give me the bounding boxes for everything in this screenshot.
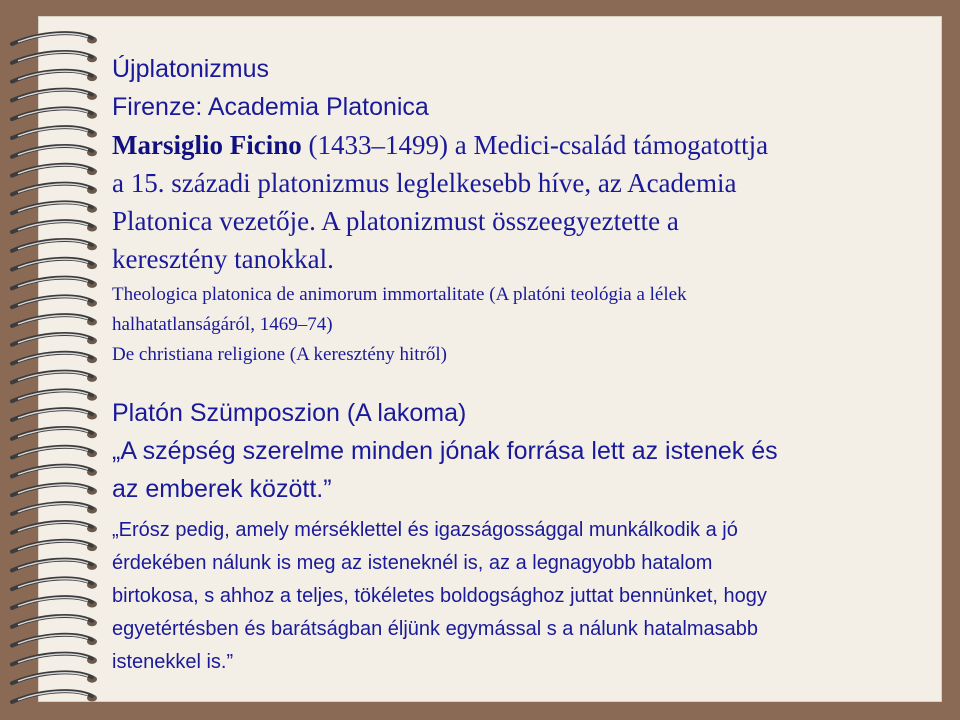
spiral-ring xyxy=(12,466,97,477)
spiral-ring xyxy=(12,278,97,289)
quote2-line-4: egyetértésben és barátságban éljünk egymással s a nálunk hatalmasabb xyxy=(112,618,758,640)
spiral-ring xyxy=(12,691,97,702)
spiral-ring xyxy=(12,672,97,683)
spiral-ring xyxy=(12,108,97,119)
spiral-ring xyxy=(12,52,97,63)
spiral-ring xyxy=(12,578,97,589)
spiral-ring xyxy=(12,202,97,213)
spiral-ring xyxy=(12,146,97,157)
ficino-line-1 xyxy=(112,126,912,164)
spiral-ring xyxy=(12,334,97,345)
spiral-binding xyxy=(0,0,110,720)
work2: De christiana religione (A keresztény hitről) xyxy=(112,344,448,365)
ficino-dates: (1433–1499) a Medici-család támogatottja xyxy=(301,130,769,160)
spiral-ring xyxy=(12,33,97,44)
quote1-line-2: az emberek között.” xyxy=(112,475,332,503)
spiral-ring xyxy=(12,654,97,665)
spiral-ring xyxy=(12,541,97,552)
slide-title: Újplatonizmus xyxy=(112,55,270,83)
ficino-line-3: Platonica vezetője. A platonizmust összeegyeztette a xyxy=(112,206,679,236)
quote2-line-2: érdekében nálunk is meg az isteneknél is, az a legnagyobb hatalom xyxy=(112,552,713,574)
ficino-line-4: keresztény tanokkal. xyxy=(112,244,334,274)
work1-line-1: Theologica platonica de animorum immortalitate (A platóni teológia a lélek xyxy=(112,284,687,305)
slide-subtitle: Firenze: Academia Platonica xyxy=(112,93,429,121)
spiral-ring xyxy=(12,127,97,138)
work1-line-2: halhatatlanságáról, 1469–74) xyxy=(112,314,333,335)
slide-content xyxy=(112,50,912,679)
spiral-ring xyxy=(12,484,97,495)
plato-title: Platón Szümposzion (A lakoma) xyxy=(112,399,467,427)
spiral-ring xyxy=(12,428,97,439)
spiral-ring xyxy=(12,372,97,383)
ficino-line-2: a 15. századi platonizmus leglelkesebb híve, az Academia xyxy=(112,168,737,198)
quote2-line-5: istenekkel is.” xyxy=(112,651,234,673)
spiral-ring xyxy=(12,597,97,608)
spiral-ring xyxy=(12,353,97,364)
ficino-name: Marsiglio Ficino xyxy=(112,130,302,160)
spiral-ring xyxy=(12,522,97,533)
spiral-ring xyxy=(12,616,97,627)
spiral-ring xyxy=(12,560,97,571)
spiral-ring xyxy=(12,409,97,420)
spiral-ring xyxy=(12,447,97,458)
spiral-ring xyxy=(12,259,97,270)
spiral-ring xyxy=(12,240,97,251)
spiral-ring xyxy=(12,221,97,232)
spiral-ring xyxy=(12,503,97,514)
quote2-line-1: „Erósz pedig, amely mérséklettel és igazságossággal munkálkodik a jó xyxy=(112,519,738,541)
spiral-ring xyxy=(12,184,97,195)
spiral-ring xyxy=(12,315,97,326)
quote1-line-1: „A szépség szerelme minden jónak forrása lett az istenek és xyxy=(112,437,778,465)
spiral-ring xyxy=(12,71,97,82)
spiral-ring xyxy=(12,296,97,307)
spiral-ring xyxy=(12,390,97,401)
spiral-ring xyxy=(12,90,97,101)
spiral-ring xyxy=(12,635,97,646)
spiral-ring xyxy=(12,165,97,176)
quote2-line-3: birtokosa, s ahhoz a teljes, tökéletes boldogsághoz juttat bennünket, hogy xyxy=(112,585,767,607)
